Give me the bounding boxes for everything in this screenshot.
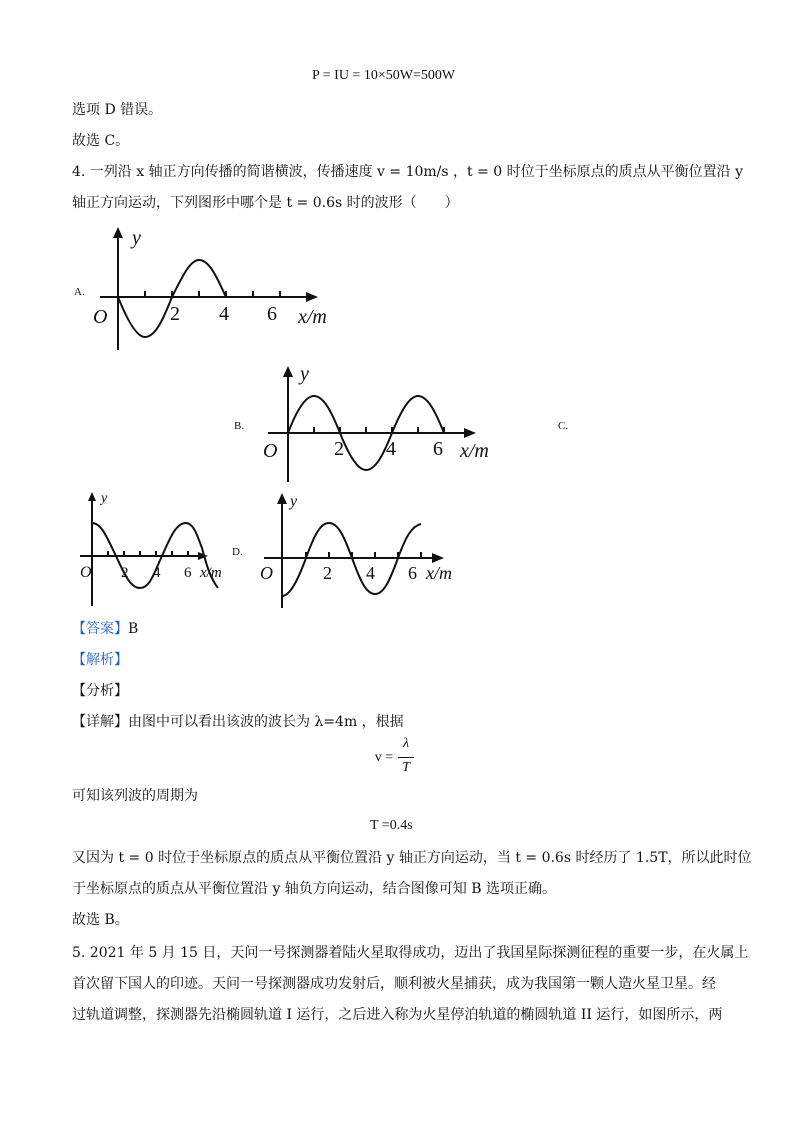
detail-tag: 【详解】 [72, 714, 128, 730]
graph-c-y-arrow [88, 492, 96, 501]
fraction-denominator: T [402, 760, 410, 775]
fraction-v-label: v = [374, 750, 394, 765]
question-5-line-3: 过轨道调整，探测器先沿椭圆轨道 I 运行，之后进入称为火星停泊轨道的椭圆轨道 II 运行，如图所示，两 [72, 1007, 723, 1023]
fenxi-tag: 【分析】 [72, 683, 128, 699]
graph-a-y-arrow [113, 227, 123, 238]
option-d-label: D. [232, 546, 243, 558]
graph-b-x-arrow [464, 428, 476, 438]
period-intro: 可知该列波的周期为 [72, 788, 198, 804]
graph-b [258, 360, 508, 485]
graph-c-tick-2: 2 [121, 565, 129, 581]
graph-d-tick-6: 6 [408, 563, 417, 583]
graph-d-wave [282, 523, 421, 596]
answer-value: B [128, 621, 139, 637]
choose-b-text: 故选 B。 [72, 912, 129, 928]
option-c-label: C. [558, 420, 569, 432]
fraction-bar [398, 757, 414, 758]
option-d-wrong-text: 选项 D 错误。 [72, 102, 163, 118]
answer-line [72, 619, 138, 639]
graph-b-tick-4: 4 [386, 438, 396, 460]
question-5-line-2: 首次留下国人的印迹。天问一号探测器成功发射后，顺利被火星捕获，成为我国第一颗人造火星卫星。经 [72, 976, 716, 992]
question-4-line-1: 4. 一列沿 x 轴正方向传播的简谐横波，传播速度 v = 10m/s ，t = 0 时位于坐标原点的质点从平衡位置沿 y [72, 164, 744, 180]
graph-a-x-arrow [306, 292, 318, 302]
graph-c-origin: O [80, 564, 92, 581]
graph-d-y-label: y [290, 493, 298, 510]
option-b-label: B. [234, 420, 245, 432]
graph-d [256, 490, 476, 610]
graph-a-y-label: y [132, 227, 141, 249]
graph-a-wave [118, 260, 226, 337]
graph-c-y-label: y [101, 491, 108, 506]
graph-b-tick-2: 2 [334, 438, 344, 460]
detail-line [72, 712, 404, 732]
graph-b-y-label: y [300, 363, 309, 385]
graph-a-x-label: x/m [298, 306, 327, 328]
graph-a-tick-2: 2 [170, 303, 180, 325]
graph-d-origin: O [260, 563, 273, 583]
fraction-numerator: λ [402, 736, 410, 751]
graph-b-tick-6: 6 [433, 438, 443, 460]
graph-a-tick-4: 4 [219, 303, 229, 325]
graph-c-tick-4: 4 [153, 565, 161, 581]
option-a-label: A. [74, 286, 85, 298]
analysis-tag: 【解析】 [72, 652, 128, 668]
graph-c-tick-6: 6 [184, 565, 192, 581]
graph-a-origin: O [93, 306, 108, 328]
graph-a-tick-6: 6 [267, 303, 277, 325]
graph-b-x-label: x/m [460, 440, 489, 462]
question-5-line-1: 5. 2021 年 5 月 15 日，天问一号探测器着陆火星取得成功，迈出了我国星际探测征程的重要一步，在火属上 [72, 945, 749, 961]
graph-d-x-label: x/m [426, 563, 452, 583]
answer-tag: 【答案】 [72, 621, 128, 637]
graph-d-tick-4: 4 [366, 563, 375, 583]
graph-d-x-arrow [432, 553, 444, 563]
question-4-line-2: 轴正方向运动，下列图形中哪个是 t = 0.6s 时的波形（ ） [72, 195, 459, 211]
power-formula: P = IU = 10×50W=500W [312, 68, 456, 83]
graph-d-tick-2: 2 [323, 563, 332, 583]
graph-d-y-arrow [277, 493, 287, 504]
detail-text: 由图中可以看出该波的波长为 λ=4m ，根据 [128, 714, 404, 730]
choose-c-text: 故选 C。 [72, 133, 130, 149]
explain-line-2: 于坐标原点的质点从平衡位置沿 y 轴负方向运动，结合图像可知 B 选项正确。 [72, 881, 556, 897]
graph-c-x-label: x/m [200, 565, 222, 581]
graph-a [90, 222, 350, 352]
explain-line-1: 又因为 t = 0 时位于坐标原点的质点从平衡位置沿 y 轴正方向运动，当 t = 0.6s 时经历了 1.5T，所以此时位 [72, 850, 752, 866]
graph-c [74, 488, 234, 610]
period-value: T =0.4s [370, 818, 413, 833]
graph-b-origin: O [263, 440, 278, 462]
graph-b-y-arrow [283, 366, 293, 377]
